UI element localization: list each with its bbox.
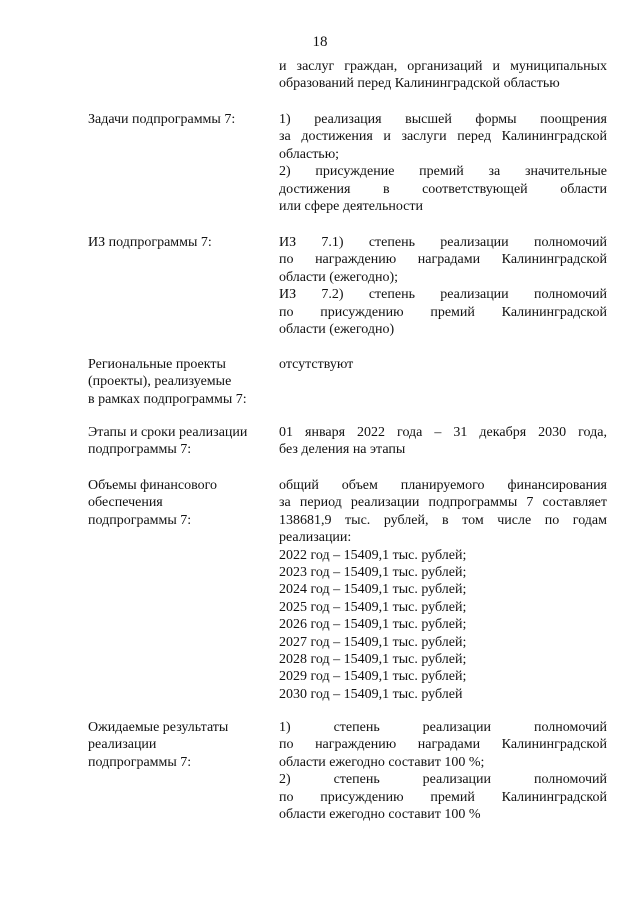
text-line: по присуждению премий Калининградской <box>279 304 607 320</box>
text-line: области ежегодно составит 100 % <box>279 807 481 823</box>
text-line: по присуждению премий Калининградской <box>279 789 607 805</box>
text-line: 138681,9 тыс. рублей, в том числе по годам <box>279 512 607 528</box>
page-number: 18 <box>312 34 328 50</box>
text-line: 2) присуждение премий за значительные <box>279 164 607 180</box>
regional-projects-label <box>88 356 270 408</box>
label-line: ИЗ подпрограммы 7: <box>88 235 212 250</box>
stages-label <box>88 424 270 459</box>
text-line: 1) реализация высшей формы поощрения <box>279 112 607 127</box>
funding-year: 2026 год – 15409,1 тыс. рублей; <box>279 617 467 633</box>
label-line: Ожидаемые результаты <box>88 720 229 735</box>
results-value <box>279 719 607 823</box>
text-line: за период реализации подпрограммы 7 составляет <box>279 495 607 511</box>
text-line: 1) степень реализации полномочий <box>279 720 607 735</box>
text-line: за достижения и заслуги перед Калининградской <box>279 129 607 145</box>
text-line: без деления на этапы <box>279 442 406 458</box>
label-line: Задачи подпрограммы 7: <box>88 112 236 127</box>
funding-year: 2029 год – 15409,1 тыс. рублей; <box>279 669 467 685</box>
label-line: подпрограммы 7: <box>88 754 192 770</box>
label-line: (проекты), реализуемые <box>88 374 232 390</box>
text-line: или сфере деятельности <box>279 199 423 215</box>
label-line: обеспечения <box>88 495 163 511</box>
funding-year: 2027 год – 15409,1 тыс. рублей; <box>279 634 467 650</box>
indicators-value <box>279 234 607 338</box>
text-line: 01 января 2022 года – 31 декабря 2030 года, <box>279 425 607 440</box>
label-line: Региональные проекты <box>88 357 226 372</box>
text-line: области ежегодно составит 100 %; <box>279 754 485 770</box>
text-line: областью; <box>279 146 340 162</box>
text-line: реализации: <box>279 530 352 546</box>
text-line: области (ежегодно) <box>279 322 395 338</box>
text-line: образований перед Калининградской областью <box>279 76 560 92</box>
regional-projects-value <box>279 356 607 373</box>
text-line: отсутствуют <box>279 357 354 372</box>
funding-label <box>88 477 270 529</box>
label-line: подпрограммы 7: <box>88 512 192 528</box>
funding-year: 2023 год – 15409,1 тыс. рублей; <box>279 565 467 581</box>
label-line: Этапы и сроки реализации <box>88 425 248 440</box>
funding-value <box>279 477 607 703</box>
funding-year: 2022 год – 15409,1 тыс. рублей; <box>279 547 467 563</box>
funding-year: 2028 год – 15409,1 тыс. рублей; <box>279 652 467 668</box>
text-line: по награждению наградами Калининградской <box>279 252 607 268</box>
results-label <box>88 719 270 771</box>
funding-year: 2030 год – 15409,1 тыс. рублей <box>279 686 463 702</box>
text-line: общий объем планируемого финансирования <box>279 478 607 493</box>
indicators-label <box>88 234 270 251</box>
text-line: ИЗ 7.2) степень реализации полномочий <box>279 287 607 303</box>
label-line: реализации <box>88 737 157 753</box>
text-line: области (ежегодно); <box>279 269 399 285</box>
label-line: Объемы финансового <box>88 478 217 493</box>
stages-value <box>279 424 607 459</box>
text-line: достижения в соответствующей области <box>279 181 607 197</box>
text-line: ИЗ 7.1) степень реализации полномочий <box>279 235 607 250</box>
tasks-value <box>279 111 607 215</box>
funding-year: 2025 год – 15409,1 тыс. рублей; <box>279 599 467 615</box>
tasks-label <box>88 111 270 128</box>
funding-year: 2024 год – 15409,1 тыс. рублей; <box>279 582 467 598</box>
label-line: в рамках подпрограммы 7: <box>88 391 247 407</box>
label-line: подпрограммы 7: <box>88 442 192 458</box>
intro-text <box>279 58 607 93</box>
text-line: и заслуг граждан, организаций и муниципальных <box>279 59 607 74</box>
text-line: 2) степень реализации полномочий <box>279 772 607 788</box>
text-line: по награждению наградами Калининградской <box>279 737 607 753</box>
